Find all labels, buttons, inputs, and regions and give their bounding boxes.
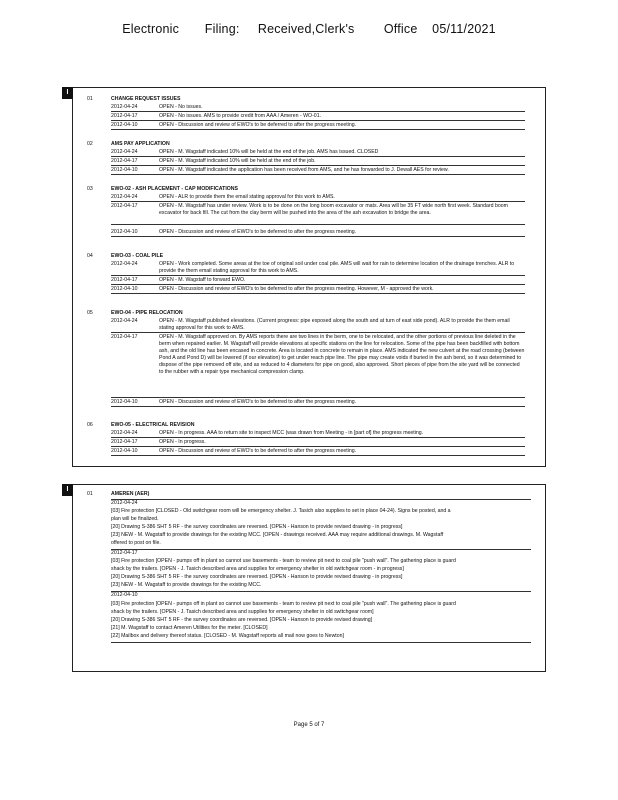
- entry-date: 2012-04-24: [111, 104, 138, 110]
- entry-row: [111, 430, 525, 438]
- entry-date: 2012-04-17: [111, 113, 138, 119]
- entry-date: 2012-04-24: [111, 261, 138, 267]
- section-number: 01: [87, 96, 93, 102]
- entry-row: [111, 158, 525, 166]
- entry-row: [111, 149, 525, 157]
- entry-text: OPEN - ALR to provide them the email stating approval for this work to AMS.: [159, 194, 335, 200]
- entry-text: OPEN - Discussion and review of EWO's to be deferred to after the progress meeting.: [159, 229, 357, 235]
- entry-date: 2012-04-17: [111, 277, 138, 283]
- meeting-items-block: [66, 87, 546, 467]
- filing-stamp: Electronic Filing: Received,Clerk's Office 05/11/2021: [122, 22, 496, 36]
- section-title: EWO-05 - ELECTRICAL REVISION: [111, 422, 195, 428]
- entry-row: [111, 448, 525, 456]
- entry-text: OPEN - M. Wagstaff to forward EWO.: [159, 277, 246, 283]
- section-title: EWO-02 - ASH PLACEMENT - CAP MODIFICATIONS: [111, 186, 238, 192]
- entry-date: 2012-04-10: [111, 286, 138, 292]
- section-title: EWO-03 - COAL PILE: [111, 253, 164, 259]
- note-line: [22] Mailbox and delivery thereof status. [CLOSED - M. Wagstaff reports all mail now goes to Newton]: [111, 633, 344, 639]
- entry-text: OPEN - In progress.: [159, 439, 206, 445]
- group-date: 2012-04-24: [111, 499, 531, 508]
- note-line: [03] Fire protection [OPEN - pumps off in plant so cannot use basements - team to review pit next to coal pile "push wall". The gathering place is guard: [111, 558, 456, 564]
- entry-text: OPEN - Work completed. Some areas at the toe of original soil under coal pile. AMS will wait for rain to determine location of the drainage trenches. ALR to provide the them email stating approval for this work to AMS.: [159, 261, 515, 274]
- entry-text: OPEN - M. Wagstaff indicated the application has been received from AMS, and he has forwarded to J. Dewall AES for review.: [159, 167, 449, 173]
- entry-text: OPEN - M. Wagstaff has under review. Work is to be done on the long boom excavator or mats. Area will be 35 FT wide north first week. Standard boom excavator for back fill. The cut from the clay berm will be pushed into the area of the ash excavation to bridge the area.: [159, 203, 508, 216]
- entry-text: OPEN - Discussion and review of EWO's to be deferred to after the progress meeting.: [159, 122, 357, 128]
- entry-text: OPEN - Discussion and review of EWO's to be deferred to after the progress meeting. However, M - approved the work.: [159, 286, 434, 292]
- ameren-block: [66, 484, 546, 672]
- entry-row: [111, 439, 525, 447]
- note-line: [21] M. Wagstaff to contact Ameren Utilities for the meter. [CLOSED]: [111, 625, 268, 631]
- entry-row: [111, 104, 525, 112]
- entry-row: [111, 229, 525, 237]
- entry-date: 2012-04-24: [111, 430, 138, 436]
- note-line: [23] NEW - M. Wagstaff to provide drawings for the existing MCC. [OPEN - drawings received. AAA may require additional drawings. M. Wagstaff: [111, 532, 444, 538]
- entry-date: 2012-04-10: [111, 122, 138, 128]
- section-title: AMEREN (AER): [111, 491, 150, 497]
- note-line: [20] Drawing S-386 SHT 5 RF - the survey coordinates are reversed. [OPEN - Hanson to provide revised drawing]: [111, 617, 373, 623]
- section-number: 01: [87, 491, 93, 497]
- entry-row: [111, 167, 525, 175]
- entry-date: 2012-04-24: [111, 194, 138, 200]
- section-number: 02: [87, 141, 93, 147]
- entry-row: [111, 318, 525, 333]
- entry-date: 2012-04-17: [111, 334, 138, 340]
- note-line: [03] Fire protection [OPEN - pumps off in plant so cannot use basements - team to review pit next to coal pile "push wall". The gathering place is guard: [111, 601, 456, 607]
- entry-date: 2012-04-24: [111, 149, 138, 155]
- section-number: 03: [87, 186, 93, 192]
- entry-row: [111, 122, 525, 130]
- entry-text: OPEN - M. Wagstaff approved on. By AMS reports there are two lines in the berm, one to be relocated, and the other portions of previous line deleted in the berm when repaired earlier. M. Wagstaff will provide elevations at specific stations on the line for relocation. Some of the pipe has been backfilled with bottom ash, and the old line has been encased in concrete. Area is located in concrete to remain in place. AMS indicated the new culvert at the road crossing (between Pond A and Pond D) will be lowered (if our elevation) to get under reach pipe line. The pipe may create voids if buried in the ash bend, so it was determined to dispose of the pipe removed off site, and as reduced to 4 diameters for pipe on good, also approved. Short pieces of pipe from the site yard will be connected to the rubber with a repair type mechanical compression clamp.: [159, 334, 525, 375]
- entry-text: OPEN - No issues.: [159, 104, 203, 110]
- block-tab-marker: I: [62, 484, 73, 496]
- entry-row: [111, 334, 525, 398]
- entry-date: 2012-04-10: [111, 399, 138, 405]
- note-line: [03] Fire protection [CLOSED - Old switchgear room will be emergency shelter. J. Tasich also supplies to set in place 04-24). Signs be posted, and a: [111, 508, 451, 514]
- entry-text: OPEN - Discussion and review of EWO's to be deferred to after the progress meeting.: [159, 448, 357, 454]
- entry-date: 2012-04-10: [111, 167, 138, 173]
- entry-date: 2012-04-24: [111, 318, 138, 324]
- entry-row: [111, 194, 525, 202]
- section-title: CHANGE REQUEST ISSUES: [111, 96, 181, 102]
- entry-text: OPEN - M. Wagstaff indicated 10% will be held at the end of the job. AMS has issued. CLOSED: [159, 149, 379, 155]
- note-line: [20] Drawing S-386 SHT 5 RF - the survey coordinates are reversed. [OPEN - Hanson to provide revised drawing - in progress]: [111, 524, 403, 530]
- entry-date: 2012-04-17: [111, 203, 138, 209]
- entry-text: OPEN - M. Wagstaff published elevations. (Current progress: pipe exposed along the south and at turn of east side pond). ALR to provide the them email stating approval for this work to AMS.: [159, 318, 510, 331]
- entry-text: OPEN - In progress. AAA to return site to inspect MCC (was drawn from Meeting - in [part of] the progress meeting.: [159, 430, 424, 436]
- note-line: shack by the trailers. [OPEN - J. Tasich described area and supplies for emergency shelter in old switchgear room]: [111, 609, 374, 615]
- entry-date: 2012-04-10: [111, 448, 138, 454]
- section-title: EWO-04 - PIPE RELOCATION: [111, 310, 183, 316]
- note-line: offered to post on file.: [111, 540, 161, 546]
- page-number: Page 5 of 7: [293, 722, 325, 728]
- note-line: [20] Drawing S-386 SHT 5 RF - the survey coordinates are reversed. [OPEN - Hanson to provide revised drawing - in progress]: [111, 574, 403, 580]
- entry-text: OPEN - M. Wagstaff indicated 10% will be held at the end of the job.: [159, 158, 316, 164]
- entry-date: 2012-04-17: [111, 439, 138, 445]
- entry-text: OPEN - No issues. AMS to provide credit from AAA / Ameren - WO-01.: [159, 113, 322, 119]
- section-title: AMS PAY APPLICATION: [111, 141, 170, 147]
- entry-row: [111, 277, 525, 285]
- entry-row: [111, 399, 525, 407]
- section-number: 06: [87, 422, 93, 428]
- section-number: 05: [87, 310, 93, 316]
- section-number: 04: [87, 253, 93, 259]
- group-end-rule: [111, 642, 531, 643]
- note-line: [23] NEW - M. Wagstaff to provide drawings for the existing MCC.: [111, 582, 262, 588]
- entry-date: 2012-04-10: [111, 229, 138, 235]
- group-date: 2012-04-10: [111, 591, 531, 600]
- block-tab-marker: I: [62, 87, 73, 99]
- group-date: 2012-04-17: [111, 549, 531, 558]
- note-line: shack by the trailers. [OPEN - J. Tasich described area and supplies for emergency shelter in old switchgear room - in progress]: [111, 566, 404, 572]
- entry-text: OPEN - Discussion and review of EWO's to be deferred to after the progress meeting.: [159, 399, 357, 405]
- entry-row: [111, 261, 525, 276]
- entry-row: [111, 113, 525, 121]
- entry-row: [111, 286, 525, 294]
- entry-row: [111, 203, 525, 225]
- note-line: plan will be finalized.: [111, 516, 159, 522]
- entry-date: 2012-04-17: [111, 158, 138, 164]
